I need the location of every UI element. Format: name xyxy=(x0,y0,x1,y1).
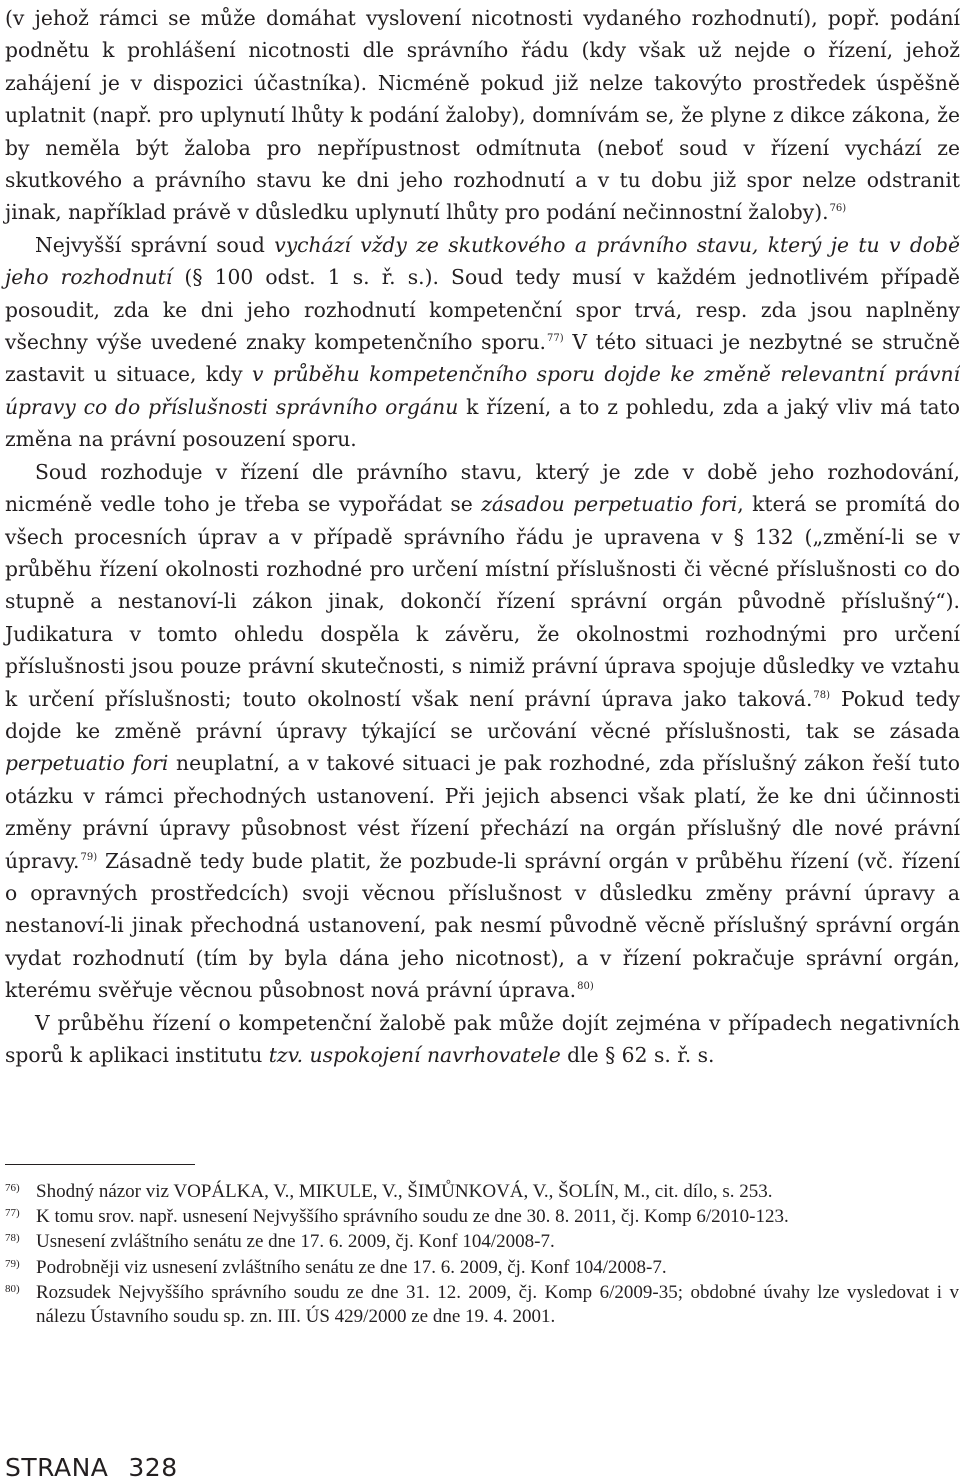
footnote-text: K tomu srov. např. usnesení Nejvyššího správního soudu ze dne 30. 8. 2011, čj. Komp 6/2010-123. xyxy=(36,1206,789,1228)
text-run: V této situaci je nezbytné se stručně zastavit u situace, kdy xyxy=(5,330,960,387)
page-number: 328 xyxy=(128,1453,178,1482)
footnote-text: Shodný názor viz VOPÁLKA, V., MIKULE, V., ŠIMŮNKOVÁ, V., ŠOLÍN, M., cit. dílo, s. 253. xyxy=(36,1181,773,1202)
page-footer xyxy=(5,1454,178,1482)
italic-text: v průběhu kompetenčního sporu dojde ke změně relevantní právní úpravy co do příslušnosti správního orgánu xyxy=(5,362,960,419)
text-run: Soud rozhoduje v řízení dle právního stavu, který je zde v době jeho rozhodování, nicméně vedle toho je třeba se vypořádat se xyxy=(5,459,960,517)
footnote-text: Rozsudek Nejvyššího správního soudu ze dne 31. 12. 2009, čj. Komp 6/2009-35; obdobné úvahy lze vysledovat i v nálezu Ústavního soudu sp. zn. III. ÚS 429/2000 ze dne 19. 4. 2001. xyxy=(36,1281,959,1328)
text-run: (§ 100 odst. 1 s. ř. s.). Soud tedy musí v každém jednotlivém případě posoudit, zda ke dni jeho rozhodnutí kompetenční spor trvá, resp. zda jsou naplněny všechny výše uvedené znaky kompetenčního sporu. xyxy=(5,265,960,355)
footer-label: STRANA xyxy=(5,1453,109,1482)
footnote-ref: 77) xyxy=(547,333,564,345)
paragraph xyxy=(5,2,960,229)
text-run: V průběhu řízení o kompetenční žalobě pak může dojít zejména v případech negativních sporů k aplikaci institutu xyxy=(5,1010,960,1067)
footnote xyxy=(5,1180,959,1204)
text-run: Nejvyšší správní soud xyxy=(35,232,275,257)
footnote-number: 80) xyxy=(5,1282,20,1295)
footnote-text: Usnesení zvláštního senátu ze dne 17. 6. 2009, čj. Konf 104/2008-7. xyxy=(36,1231,555,1253)
paragraph xyxy=(5,1007,960,1072)
footnote xyxy=(5,1256,959,1280)
italic-text: zásadou perpetuatio fori xyxy=(481,492,738,517)
footnote-ref: 76) xyxy=(829,203,847,215)
footnote xyxy=(5,1281,959,1329)
text-run: k řízení, a to z pohledu, zda a jaký vliv má tato změna na právní posouzení sporu. xyxy=(5,394,960,452)
italic-text: vychází vždy ze skutkového a právního stavu, který je tu v době jeho rozhodnutí xyxy=(5,232,960,290)
footnote-separator xyxy=(5,1164,195,1165)
footnote xyxy=(5,1230,959,1254)
footnote-ref: 80) xyxy=(577,981,594,993)
footnote-ref: 79) xyxy=(80,851,98,863)
text-run: (v jehož rámci se může domáhat vyslovení nicotnosti vydaného rozhodnutí), popř. podání podnětu k prohlášení nicotnosti dle správního řádu (kdy však už nejde o řízení, jehož zahájení je v dispozici účastníka). Nicméně pokud již nelze takovýto prostředek úspěšně uplatnit (např. pro uplynutí lhůty k podání žaloby), domnívám se, že plyne z dikce zákona, že by neměla být žaloba pro nepřípustnost odmítnuta (neboť soud v řízení vychází ze skutkového a právního stavu ke dni jeho rozhodnutí a v tu dobu již spor nelze odstranit jinak, například právě v důsledku uplynutí lhůty pro podání nečinnostní žaloby). xyxy=(5,6,960,225)
italic-text: perpetuatio fori xyxy=(5,751,169,776)
footnotes xyxy=(5,1180,959,1330)
main-text xyxy=(5,2,960,1071)
footnote-number: 77) xyxy=(5,1207,20,1220)
footnote-number: 79) xyxy=(5,1257,20,1270)
paragraph xyxy=(5,229,960,456)
footnote-ref: 78) xyxy=(813,689,831,701)
text-run: neuplatní, a v takové situaci je pak rozhodné, zda příslušný zákon řeší tuto otázku v rámci přechodných ustanovení. Při jejich absenci však platí, že ke dni účinnosti změny právní úpravy působnost vést řízení přechází na orgán příslušný dle nové právní úpravy. xyxy=(5,751,960,873)
footnote-number: 76) xyxy=(5,1182,20,1194)
text-run: , která se promítá do všech procesních úprav a v případě správního řádu je upravena v § 132 („změní-li se v průběhu řízení okolnosti rozhodné pro určení místní příslušnosti či věcné příslušnosti co do stupně a nestanoví-li zákon jinak, dokončí řízení správní orgán původně příslušný“). Judikatura v tomto ohledu dospěla k závěru, že okolnostmi rozhodnými pro určení příslušnosti jsou pouze právní skutečnosti, s nimiž právní úprava spojuje důsledky ve vztahu k určení příslušnosti; touto okolností však není právní úprava jako taková. xyxy=(5,492,960,711)
footnote-text: Podrobněji viz usnesení zvláštního senátu ze dne 17. 6. 2009, čj. Konf 104/2008-7. xyxy=(36,1256,667,1278)
text-run: Pokud tedy dojde ke změně právní úpravy týkající se určování věcné příslušnosti, tak se zásada xyxy=(5,686,960,743)
paragraph xyxy=(5,456,960,1007)
text-run: Zásadně tedy bude platit, že pozbude-li správní orgán v průběhu řízení (vč. řízení o opravných prostředcích) svoji věcnou příslušnost v důsledku změny právní úpravy a nestanoví-li jinak přechodná ustanovení, pak nesmí původně věcně příslušný správní orgán vydat rozhodnutí (tím by byla dána jeho nicotnost), a v řízení pokračuje správní orgán, kterému svěřuje věcnou působnost nová právní úprava. xyxy=(5,848,960,1003)
footnote-number: 78) xyxy=(5,1232,20,1245)
footnote xyxy=(5,1205,959,1229)
text-run: dle § 62 s. ř. s. xyxy=(560,1043,715,1067)
italic-text: tzv. uspokojení navrhovatele xyxy=(268,1043,561,1067)
